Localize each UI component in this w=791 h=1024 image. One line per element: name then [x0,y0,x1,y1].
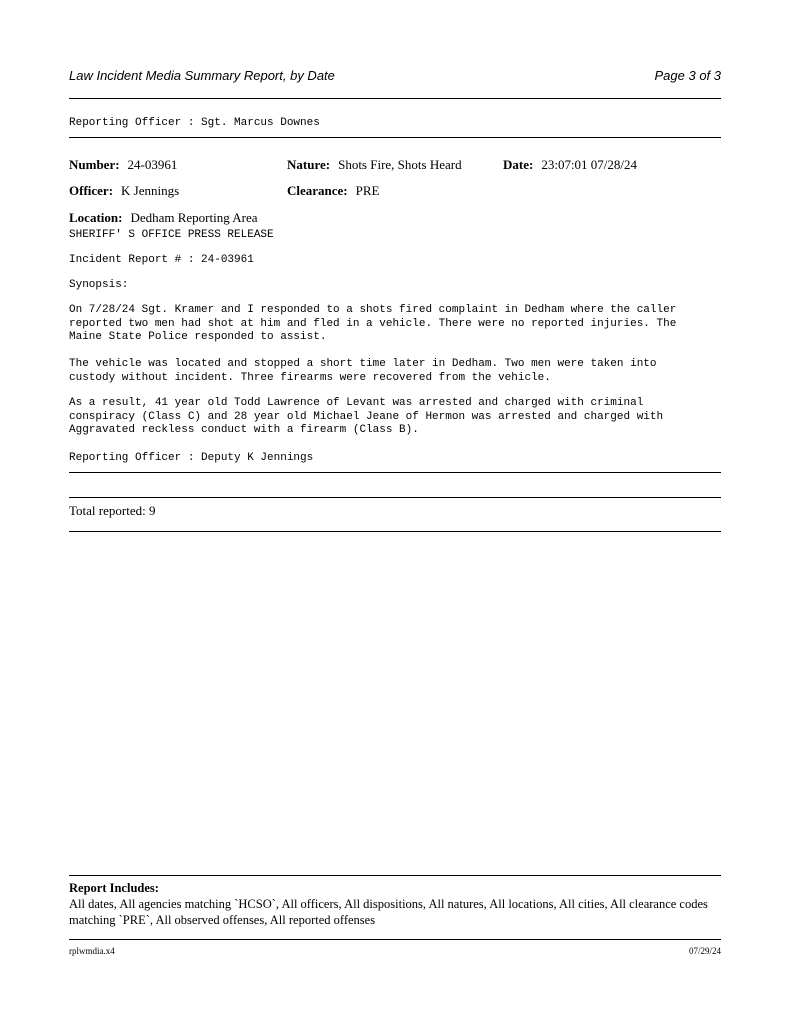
date-label: Date: [503,157,534,172]
total-bottom-divider [69,531,721,532]
press-release-heading: SHERIFF' S OFFICE PRESS RELEASE [69,229,274,241]
nature-value: Shots Fire, Shots Heard [338,157,462,172]
incident-number-field [69,157,177,173]
incident-report-number: Incident Report # : 24-03961 [69,254,254,266]
footer-print-date: 07/29/24 [688,946,721,956]
incident-location-field [69,210,258,226]
footer-filename: rplwmdia.x4 [69,946,115,956]
report-title: Law Incident Media Summary Report, by Date [69,68,335,83]
page-indicator: Page 3 of 3 [654,68,721,83]
location-value: Dedham Reporting Area [130,210,258,225]
synopsis-label: Synopsis: [69,279,129,291]
incident-nature-field [287,157,462,173]
incident-officer-field [69,183,179,199]
report-includes-text: All dates, All agencies matching `HCSO`, All officers, All dispositions, All natures, All locations, All cities, All clearance codes matching `PRE`, All observed offenses, All reported offenses [69,897,708,927]
incident-clearance-field [287,183,379,199]
incident-date-field [503,157,637,173]
header-divider [69,98,721,99]
synopsis-paragraph-2: The vehicle was located and stopped a short time later in Dedham. Two men were taken into custody without incident. Three firearms were recovered from the vehicle. [69,358,657,384]
number-value: 24-03961 [127,157,178,172]
number-label: Number: [69,157,120,172]
top-reporting-officer: Reporting Officer : Sgt. Marcus Downes [69,117,320,129]
officer-value: K Jennings [121,183,180,198]
report-includes-heading: Report Includes: [69,881,159,895]
nature-label: Nature: [287,157,331,172]
location-label: Location: [69,210,123,225]
narrative-divider [69,472,721,473]
footer-divider [69,939,721,940]
officer-label: Officer: [69,183,114,198]
synopsis-paragraph-1: On 7/28/24 Sgt. Kramer and I responded to a shots fired complaint in Dedham where the caller reported two men had shot at him and fled in a vehicle. There were no reported injuries. The Maine State Police responded to assist. [69,304,677,344]
synopsis-paragraph-3: As a result, 41 year old Todd Lawrence of Levant was arrested and charged with criminal conspiracy (Class C) and 28 year old Michael Jeane of Hermon was arrested and charged with Aggravated reckless conduct with a firearm (Class B). [69,397,664,437]
officer-divider [69,137,721,138]
clearance-value: PRE [355,183,380,198]
total-top-divider [69,497,721,498]
report-includes-divider [69,875,721,876]
total-reported: Total reported: 9 [69,503,156,518]
report-includes-block [69,880,721,928]
clearance-label: Clearance: [287,183,348,198]
closing-reporting-officer: Reporting Officer : Deputy K Jennings [69,452,314,464]
date-value: 23:07:01 07/28/24 [541,157,638,172]
